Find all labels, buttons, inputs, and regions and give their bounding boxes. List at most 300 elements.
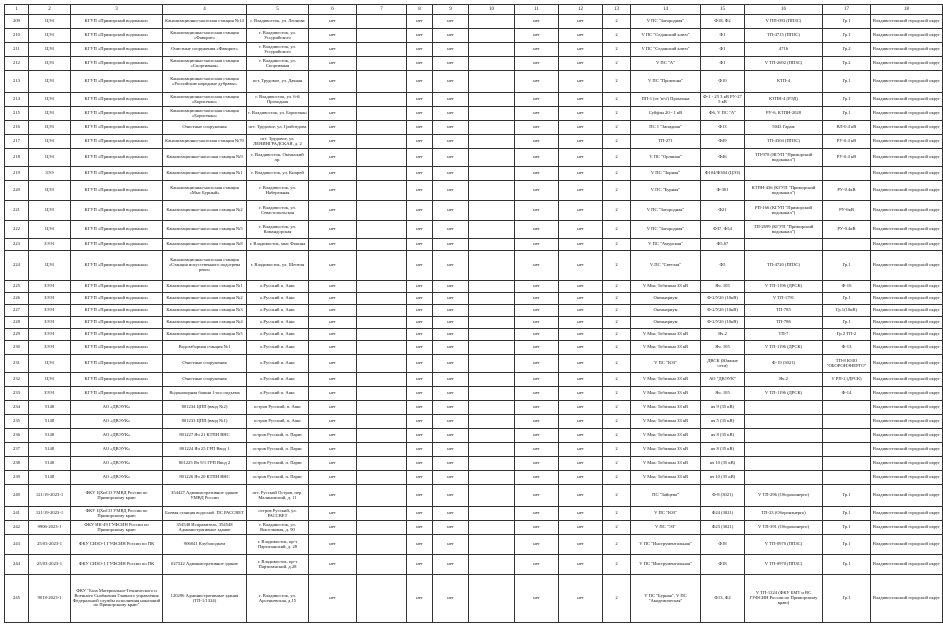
table-cell: о.Русский п. Аякс: [247, 293, 309, 305]
table-cell: нет: [559, 507, 603, 521]
table-cell: КГУП «Приморский водоканал»: [71, 29, 163, 43]
table-cell: [469, 71, 515, 93]
table-cell: нет: [433, 507, 469, 521]
table-cell: [357, 521, 407, 535]
table-cell: Канализационно-насосная станция «Фаворит»: [163, 29, 247, 43]
table-cell: [469, 329, 515, 341]
table-cell: нет: [433, 387, 469, 401]
table-cell: ПС "Зайцева": [631, 485, 701, 507]
table-cell: Владивостокский городской округ: [871, 535, 943, 555]
table-cell: [469, 121, 515, 135]
table-cell: нет: [309, 43, 357, 57]
table-cell: 2: [603, 71, 631, 93]
table-cell: 120296 Административные здания (ТП-1/1324): [163, 575, 247, 623]
table-cell: V ПС "ЮЗ": [631, 355, 701, 373]
table-cell: КГУП «Приморский водоканал»: [71, 373, 163, 387]
table-cell: о.Русский п. Аякс: [247, 387, 309, 401]
table-cell: Владивостокский городской округ: [871, 15, 943, 29]
table-cell: нет: [309, 281, 357, 293]
table-cell: [357, 281, 407, 293]
table-cell: нет: [407, 521, 433, 535]
table-cell: Очистные сооружения: [163, 121, 247, 135]
column-number-cell: 5: [247, 5, 309, 15]
table-cell: Водозаборная станция №1: [163, 341, 247, 355]
table-cell: 228: [5, 317, 29, 329]
table-cell: Владивостокский городской округ: [871, 29, 943, 43]
table-cell: 801227 Яч 21 КТПН ВНС: [163, 429, 247, 443]
table-cell: 2: [603, 471, 631, 485]
table-cell: нет: [515, 401, 559, 415]
table-cell: 5148: [29, 429, 71, 443]
table-cell: нет: [433, 201, 469, 221]
table-cell: нет: [309, 415, 357, 429]
table-cell: 354427 Административное здание УМВД России: [163, 485, 247, 507]
table-cell: [357, 57, 407, 71]
table-cell: нет: [433, 429, 469, 443]
table-cell: нет: [515, 149, 559, 167]
table-cell: нет: [433, 443, 469, 457]
table-cell: КГУП «Приморский водоканал»: [71, 167, 163, 181]
table-cell: ДВСК (Южные сети): [701, 355, 745, 373]
table-cell: Ф24 (3021): [701, 507, 745, 521]
table-cell: ЦЭЗ: [29, 43, 71, 57]
table-cell: нет: [309, 221, 357, 239]
table-cell: 906841 Клубоподъем: [163, 535, 247, 555]
column-number-cell: 4: [163, 5, 247, 15]
table-cell: 2: [603, 43, 631, 57]
table-cell: Канализационно-насосная станция №4: [163, 317, 247, 329]
table-cell: нет: [407, 329, 433, 341]
table-cell: нет: [309, 71, 357, 93]
table-cell: [357, 293, 407, 305]
table-cell: нет: [559, 15, 603, 29]
table-cell: нет: [559, 535, 603, 555]
table-cell: РУ-6, КТПН-2028: [745, 107, 823, 121]
table-cell: нет: [515, 305, 559, 317]
table-cell: Владивостокский городской округ: [871, 329, 943, 341]
table-cell: нет: [515, 429, 559, 443]
table-cell: [823, 429, 871, 443]
table-cell: [357, 107, 407, 121]
table-cell: ЗЭЭ1: [29, 293, 71, 305]
table-cell: [357, 221, 407, 239]
table-cell: 5148: [29, 457, 71, 471]
table-cell: нет: [559, 355, 603, 373]
table-cell: нет: [407, 507, 433, 521]
table-cell: нет: [407, 251, 433, 281]
table-row: [5, 555, 943, 575]
table-cell: Канализационно-насосная станция «Станция искусственного подогрева реки»: [163, 251, 247, 281]
table-cell: ЦЭЗ: [29, 107, 71, 121]
table-cell: [469, 429, 515, 443]
table-cell: нет: [559, 317, 603, 329]
table-cell: остров Русский, п. Парис: [247, 429, 309, 443]
table-cell: Океанариум: [631, 293, 701, 305]
table-row: [5, 535, 943, 555]
table-cell: Ф1: [701, 57, 745, 71]
table-cell: о.Русский п. Аякс: [247, 281, 309, 293]
table-cell: 9018-2023-1: [29, 575, 71, 623]
column-number-cell: 15: [701, 5, 745, 15]
table-cell: нет: [309, 29, 357, 43]
table-cell: нет: [407, 135, 433, 149]
table-cell: г. Владивосток, ул. Шепеля: [247, 251, 309, 281]
table-cell: V ПП-093 (ППЗС): [745, 15, 823, 29]
table-cell: нет: [559, 71, 603, 93]
table-cell: ЦЭЗ: [29, 121, 71, 135]
column-number-row: [5, 5, 943, 15]
table-cell: нет: [515, 373, 559, 387]
table-cell: [357, 167, 407, 181]
table-cell: нет: [559, 387, 603, 401]
table-cell: 239: [5, 471, 29, 485]
table-cell: нет: [407, 29, 433, 43]
table-cell: 236: [5, 429, 29, 443]
table-cell: Канализационно-насосная станция «Борисенко»: [163, 93, 247, 107]
table-cell: Ф5: [701, 251, 745, 281]
table-cell: нет: [407, 457, 433, 471]
table-cell: г. Владивосток, Океанский пр.: [247, 149, 309, 167]
table-cell: [357, 201, 407, 221]
table-cell: V ПС "Светлая": [631, 251, 701, 281]
table-cell: [357, 485, 407, 507]
table-cell: 214: [5, 93, 29, 107]
table-cell: нет: [515, 251, 559, 281]
table-row: [5, 317, 943, 329]
column-number-cell: 18: [871, 5, 943, 15]
table-cell: V ПС "Промзона": [631, 71, 701, 93]
table-row: [5, 93, 943, 107]
table-cell: [357, 415, 407, 429]
table-cell: 2: [603, 507, 631, 521]
table-cell: нет: [515, 485, 559, 507]
table-cell: [357, 555, 407, 575]
table-row: [5, 221, 943, 239]
table-cell: нет: [515, 167, 559, 181]
table-cell: Канализационно-насосная станция «Спортивная»: [163, 57, 247, 71]
table-cell: нет: [515, 329, 559, 341]
table-cell: 2: [603, 415, 631, 429]
table-cell: Гр.1: [823, 293, 871, 305]
table-cell: 2: [603, 29, 631, 43]
table-cell: нет: [309, 329, 357, 341]
table-cell: Гр.1: [823, 507, 871, 521]
table-cell: Гр.1: [823, 575, 871, 623]
table-cell: нет: [515, 317, 559, 329]
table-cell: ВЛ-0.4 кВ: [823, 121, 871, 135]
table-cell: пгт. Трудовое, ул. Грибоедова: [247, 121, 309, 135]
table-cell: Ф1: [701, 43, 745, 57]
table-cell: нет: [515, 281, 559, 293]
table-cell: V ТП-1791: [745, 293, 823, 305]
table-cell: 237: [5, 443, 29, 457]
table-cell: Ф-2/У2б (10кВ): [701, 293, 745, 305]
table-cell: Канализационно-насосная станция «Борисенко»: [163, 107, 247, 121]
table-cell: нет: [309, 135, 357, 149]
table-cell: V ТП-296 (Оборонэнерго): [745, 485, 823, 507]
table-row: [5, 167, 943, 181]
table-cell: КГУП «Приморский водоканал»: [71, 93, 163, 107]
table-cell: нет: [407, 57, 433, 71]
table-cell: ЦЭЗ: [29, 373, 71, 387]
table-cell: нет: [433, 71, 469, 93]
table-cell: нет: [433, 239, 469, 251]
table-row: [5, 415, 943, 429]
table-cell: [823, 443, 871, 457]
table-row: [5, 121, 943, 135]
table-cell: яч 8 (35 кВ): [701, 429, 745, 443]
table-cell: нет: [433, 305, 469, 317]
column-number-cell: 8: [407, 5, 433, 15]
table-cell: нет: [559, 471, 603, 485]
table-cell: КТПН-4 (РЭД): [745, 93, 823, 107]
table-cell: нет: [407, 149, 433, 167]
table-cell: Владивостокский городской округ: [871, 57, 943, 71]
table-cell: V ПС "Загородная": [631, 221, 701, 239]
table-cell: Владивостокский городской округ: [871, 43, 943, 57]
table-cell: нет: [433, 15, 469, 29]
table-cell: [745, 401, 823, 415]
table-cell: нет: [407, 201, 433, 221]
table-row: [5, 355, 943, 373]
table-cell: 2: [603, 443, 631, 457]
table-cell: нет: [559, 107, 603, 121]
table-cell: ТП-4720 (ППЗС): [745, 251, 823, 281]
table-cell: нет: [515, 15, 559, 29]
table-cell: нет: [407, 443, 433, 457]
table-row: [5, 239, 943, 251]
table-cell: [357, 443, 407, 457]
table-cell: остров Русский, п. Парис: [247, 443, 309, 457]
table-cell: Владивостокский городской округ: [871, 373, 943, 387]
table-cell: Владивостокский городской округ: [871, 507, 943, 521]
table-cell: остров Русский, п. Парис: [247, 457, 309, 471]
table-cell: V ПС "Седанский ключ": [631, 29, 701, 43]
table-cell: ЗЭЭ1: [29, 281, 71, 293]
table-cell: ФКУ "База Материально-Технического и Военного Снабжения Главного управления Федеральной службы исполнения наказаний по Приморскому краю": [71, 575, 163, 623]
table-cell: КГУП «Приморский водоканал»: [71, 15, 163, 29]
table-cell: г. Владивосток, ул. Уссурийского: [247, 29, 309, 43]
table-row: [5, 521, 943, 535]
column-number-cell: 17: [823, 5, 871, 15]
table-cell: [357, 429, 407, 443]
table-cell: V ПС "Инструментальная": [631, 555, 701, 575]
table-row: [5, 107, 943, 121]
table-cell: Гр.1: [823, 29, 871, 43]
table-cell: нет: [309, 471, 357, 485]
table-cell: Канализационно-насосная станция №14: [163, 15, 247, 29]
table-cell: нет: [309, 293, 357, 305]
table-cell: 9906-2023-1: [29, 521, 71, 535]
table-cell: ЗЭЭ1: [29, 305, 71, 317]
table-cell: Владивостокский городской округ: [871, 167, 943, 181]
table-cell: [357, 43, 407, 57]
table-cell: яч 9 (35 кВ): [701, 401, 745, 415]
table-cell: Владивостокский городской округ: [871, 317, 943, 329]
table-cell: РП-166 (КГУП "Приморский водоканал"): [745, 201, 823, 221]
table-cell: [469, 317, 515, 329]
table-cell: V Мыс Тобизина ЗЗ кВ: [631, 415, 701, 429]
table-cell: нет: [407, 355, 433, 373]
table-cell: ЦЭЗ: [29, 71, 71, 93]
table-cell: ТП-2699 (КГУП "Приморский водоканал"): [745, 221, 823, 239]
table-cell: [357, 239, 407, 251]
table-cell: 801225 Яч 9/1 ГРП Ввод 2: [163, 457, 247, 471]
table-cell: [469, 167, 515, 181]
table-cell: ТП-8 ЮЗО "ОБОРОНЭНЕРГО": [823, 355, 871, 373]
table-cell: нет: [559, 373, 603, 387]
table-cell: нет: [433, 29, 469, 43]
table-cell: 2: [603, 281, 631, 293]
table-cell: [357, 387, 407, 401]
table-cell: г. Владивосток, ул. Кипрей: [247, 167, 309, 181]
table-cell: ТП-4304 (ППЗС): [745, 135, 823, 149]
table-cell: нет: [515, 443, 559, 457]
table-cell: V Мыс Тобизина ЗЗ кВ: [631, 341, 701, 355]
table-cell: 2: [603, 15, 631, 29]
table-row: [5, 329, 943, 341]
table-cell: Яч.2: [701, 329, 745, 341]
table-cell: 2: [603, 387, 631, 401]
table-cell: 5148: [29, 443, 71, 457]
table-cell: нет: [559, 29, 603, 43]
table-cell: нет: [559, 401, 603, 415]
table-row: [5, 401, 943, 415]
table-cell: [745, 429, 823, 443]
table-cell: ТП-271: [631, 135, 701, 149]
table-cell: нет: [309, 401, 357, 415]
table-cell: Канализационно-насосная станция №1: [163, 281, 247, 293]
table-cell: Владивостокский городской округ: [871, 355, 943, 373]
table-cell: КГУП «Приморский водоканал»: [71, 329, 163, 341]
table-cell: АО «ДВЭУК»: [71, 443, 163, 457]
table-cell: остров Русский, п. Парис: [247, 471, 309, 485]
table-cell: 2: [603, 575, 631, 623]
table-cell: [469, 201, 515, 221]
table-cell: ФКУ ИК-49 ГУФСИН России по Приморскому краю: [71, 521, 163, 535]
table-cell: ЗЭЭ1: [29, 239, 71, 251]
table-cell: Канализационно-насосная станция №1: [163, 167, 247, 181]
table-cell: [357, 149, 407, 167]
table-cell: остров Русский, п. Аякс: [247, 415, 309, 429]
table-cell: нет: [515, 341, 559, 355]
table-cell: АО «ДВЭУК»: [71, 429, 163, 443]
table-cell: Канализационно-насосная станция «Российские народные дубравы»: [163, 71, 247, 93]
table-cell: нет: [433, 57, 469, 71]
table-cell: [357, 121, 407, 135]
table-cell: ТП-23 (Оборонэнерго): [745, 507, 823, 521]
table-cell: [357, 93, 407, 107]
column-number-cell: 13: [603, 5, 631, 15]
table-cell: 226: [5, 293, 29, 305]
table-cell: нет: [433, 135, 469, 149]
table-cell: нет: [515, 135, 559, 149]
table-cell: [469, 43, 515, 57]
table-cell: нет: [515, 57, 559, 71]
table-cell: [469, 575, 515, 623]
table-cell: КТПН-436 (КГУП "Приморский водоканал"): [745, 181, 823, 201]
table-cell: Канализационно-насосная станция №5: [163, 221, 247, 239]
table-cell: [469, 149, 515, 167]
table-cell: Яч. 105: [701, 387, 745, 401]
table-cell: V ТП-2692 (ППЗС): [745, 57, 823, 71]
table-cell: 223: [5, 239, 29, 251]
table-cell: Ф-1 - 25 3 кВ РУ-27 5 кВ: [701, 93, 745, 107]
table-cell: нет: [433, 43, 469, 57]
table-cell: V ПС "ЭЗ": [631, 521, 701, 535]
table-row: [5, 71, 943, 93]
table-cell: ЦЭЗ: [29, 181, 71, 201]
table-cell: нет: [433, 401, 469, 415]
table-cell: 233: [5, 387, 29, 401]
table-cell: Владивостокский городской округ: [871, 443, 943, 457]
table-row: [5, 471, 943, 485]
table-cell: о.Русский п. Аякс: [247, 305, 309, 317]
table-cell: Ф18: [701, 535, 745, 555]
table-cell: РУ-0.4 кВ: [823, 135, 871, 149]
table-cell: Гр.2 ТП-2: [823, 329, 871, 341]
table-cell: 2: [603, 305, 631, 317]
table-cell: нет: [407, 43, 433, 57]
table-cell: нет: [309, 485, 357, 507]
table-cell: нет: [515, 29, 559, 43]
table-row: [5, 341, 943, 355]
table-cell: Гр.1: [823, 251, 871, 281]
table-cell: Гр.1: [823, 521, 871, 535]
table-cell: V ПС "Инструментальная": [631, 535, 701, 555]
table-cell: Ф37, Ф54: [701, 221, 745, 239]
table-cell: V ПС "Загородная": [631, 201, 701, 221]
table-cell: 234: [5, 401, 29, 415]
table-cell: КГУП «Приморский водоканал»: [71, 317, 163, 329]
table-cell: [357, 305, 407, 317]
table-cell: ЦЭЗ: [29, 29, 71, 43]
table-cell: Владивостокский городской округ: [871, 121, 943, 135]
table-cell: г. Владивосток, ул. Арсеньевская, д.15: [247, 575, 309, 623]
table-cell: [469, 281, 515, 293]
table-cell: ФКУ ЦХиСО УМВД России по Приморскому краю: [71, 485, 163, 507]
table-cell: [469, 305, 515, 317]
table-cell: нет: [433, 521, 469, 535]
table-cell: 25/03-2023-1: [29, 555, 71, 575]
table-cell: нет: [309, 167, 357, 181]
table-cell: Гр.1: [823, 107, 871, 121]
table-cell: нет: [407, 555, 433, 575]
table-cell: нет: [515, 575, 559, 623]
table-cell: нет: [559, 521, 603, 535]
table-cell: АО «ДВЭУК»: [71, 457, 163, 471]
table-cell: Ф-16: [823, 281, 871, 293]
table-cell: Владивостокский городской округ: [871, 457, 943, 471]
column-number-cell: 14: [631, 5, 701, 15]
table-cell: нет: [559, 341, 603, 355]
table-row: [5, 443, 943, 457]
table-cell: [823, 239, 871, 251]
table-cell: [823, 457, 871, 471]
column-number-cell: 11: [515, 5, 559, 15]
table-cell: [357, 507, 407, 521]
table-cell: [469, 535, 515, 555]
table-cell: нет: [433, 575, 469, 623]
table-row: [5, 387, 943, 401]
table-cell: нет: [559, 305, 603, 317]
table-cell: Владивостокский городской округ: [871, 305, 943, 317]
table-cell: КГУП «Приморский водоканал»: [71, 387, 163, 401]
table-cell: нет: [309, 429, 357, 443]
table-cell: нет: [407, 221, 433, 239]
table-cell: нет: [309, 239, 357, 251]
table-cell: V Мыс Тобизина ЗЗ кВ: [631, 387, 701, 401]
